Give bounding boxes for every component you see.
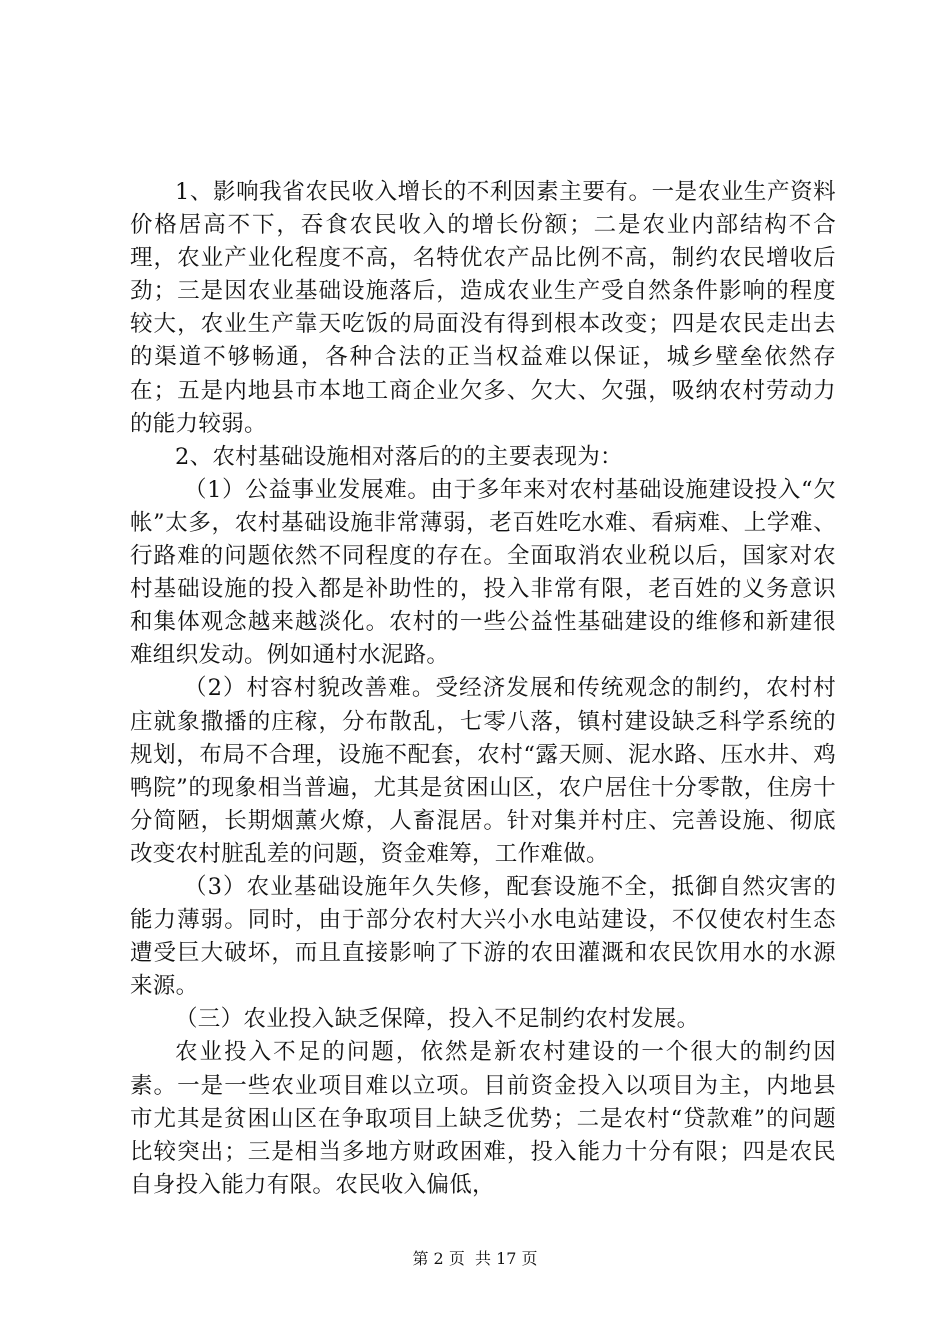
page-number-footer: 第 2 页 共 17 页 <box>412 1249 538 1268</box>
body-text <box>130 176 836 1202</box>
paragraph-agri-facilities: （3）农业基础设施年久失修，配套设施不全，抵御自然灾害的能力薄弱。同时，由于部分农村大兴小水电站建设，不仅使农村生态遭受巨大破坏，而且直接影响了下游的农田灌溉和农民饮用水的水源来源。 <box>130 873 836 1000</box>
paragraph-public-welfare: （1）公益事业发展难。由于多年来对农村基础设施建设投入“欠帐”太多，农村基础设施非常薄弱，老百姓吃水难、看病难、上学难、行路难的问题依然不同程度的存在。全面取消农业税以后，国家对农村基础设施的投入都是补助性的，投入非常有限，老百姓的义务意识和集体观念越来越淡化。农村的一些公益性基础建设的维修和新建很难组织发动。例如通村水泥路。 <box>130 476 836 669</box>
paragraph-infrastructure-heading: 2、农村基础设施相对落后的的主要表现为： <box>175 443 623 470</box>
section-heading-investment: （三）农业投入缺乏保障，投入不足制约农村发展。 <box>175 1006 700 1033</box>
paragraph-village-appearance: （2）村容村貌改善难。受经济发展和传统观念的制约，农村村庄就象撒播的庄稼，分布散乱，七零八落，镇村建设缺乏科学系统的规划，布局不合理，设施不配套，农村“露天厕、泥水路、压水井、鸡鸭院”的现象相当普遍，尤其是贫困山区，农户居住十分零散，住房十分简陋，长期烟薰火燎，人畜混居。针对集并村庄、完善设施、彻底改变农村脏乱差的问题，资金难筹，工作难做。 <box>130 675 836 867</box>
paragraph-investment-shortage: 农业投入不足的问题，依然是新农村建设的一个很大的制约因素。一是一些农业项目难以立项。目前资金投入以项目为主，内地县市尤其是贫困山区在争取项目上缺乏优势；二是农村“贷款难”的问题比较突出；三是相当多地方财政困难，投入能力十分有限；四是农民自身投入能力有限。农民收入偏低， <box>130 1039 836 1198</box>
paragraph-income-factors: 1、影响我省农民收入增长的不利因素主要有。一是农业生产资料价格居高不下，吞食农民收入的增长份额；二是农业内部结构不合理，农业产业化程度不高，名特优农产品比例不高，制约农民增收后劲；三是因农业基础设施落后，造成农业生产受自然条件影响的程度较大，农业生产靠天吃饭的局面没有得到根本改变；四是农民走出去的渠道不够畅通，各种合法的正当权益难以保证，城乡壁垒依然存在；五是内地县市本地工商企业欠多、欠大、欠强，吸纳农村劳动力的能力较弱。 <box>130 179 836 437</box>
